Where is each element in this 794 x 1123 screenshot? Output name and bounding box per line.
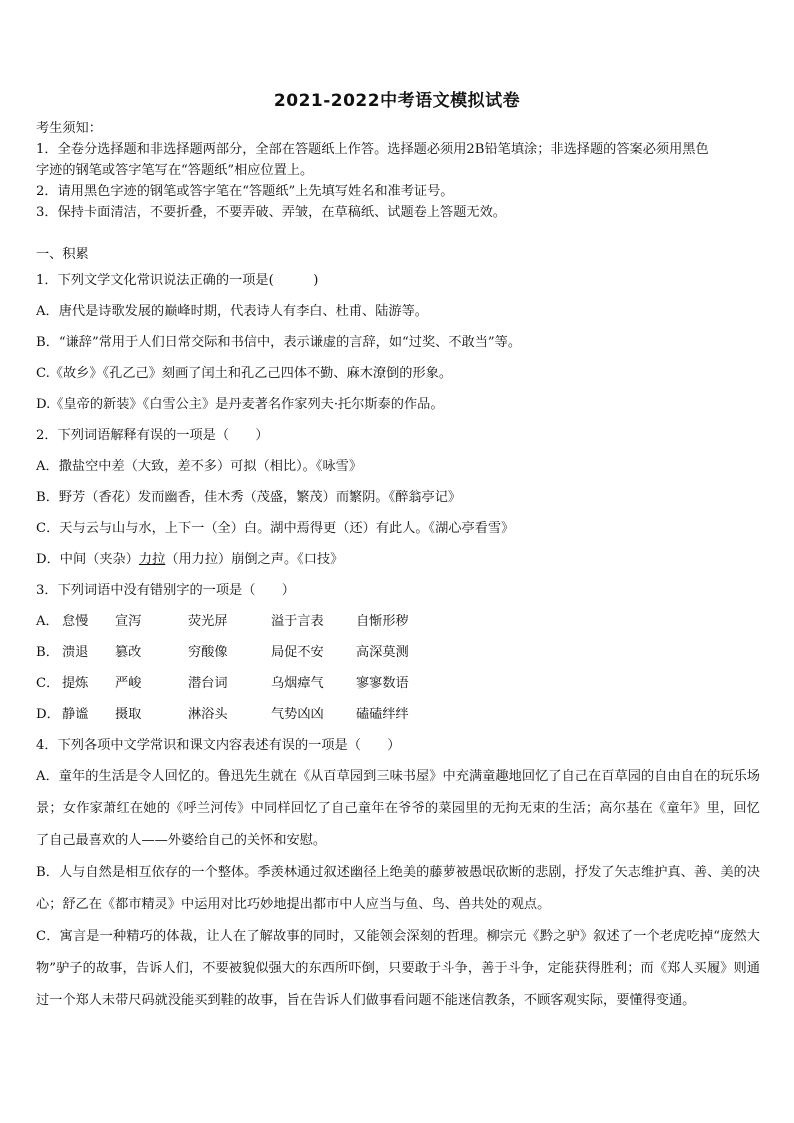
page-title: 2021-2022中考语文模拟试卷 [273, 91, 521, 111]
q2-option-d-underlined: 力拉 [138, 552, 166, 567]
q3-word: 静谧 [62, 707, 89, 722]
q2-option-d-post: （用力拉）崩倒之声。《口技》 [165, 552, 344, 567]
q2-option-d-pre: D．中间（夹杂） [36, 552, 139, 567]
notice-line-2: 字迹的钢笔或答字笔写在“答题纸”相应位置上。 [36, 163, 314, 178]
q3-word: 潜台词 [188, 676, 228, 691]
q3-word: 严峻 [115, 676, 142, 691]
q3-word: 高深莫测 [356, 645, 409, 660]
q3-word: 荧光屏 [188, 614, 228, 629]
q3-word: 溢于言表 [271, 614, 324, 629]
q4-option-c: C．寓言是一种精巧的体裁，让人在了解故事的同时，又能领会深刻的哲理。柳宗元《黔之驴》叙述了一个老虎吃掉“庞然大物”驴子的故事，告诉人们，不要被貌似强大的东西所吓倒，只要敢于斗争，善于斗争，定能获得胜利；而《郑人买履》则通过一个郑人未带尺码就没能买到鞋的故事，旨在告诉人们做事看问题不能迷信教条，不顾客观实际，要懂得变通。 [36, 929, 760, 1008]
q1-option-c: C.《故乡》《孔乙己》刻画了闰土和孔乙己四体不勤、麻木潦倒的形象。 [36, 366, 453, 381]
q3-word: 淋浴头 [188, 707, 228, 722]
q3-word: 局促不安 [271, 645, 324, 660]
notice-line-3: 2．请用黑色字迹的钢笔或答字笔在“答题纸”上先填写姓名和准考证号。 [36, 184, 454, 199]
q4-stem: 4．下列各项中文学常识和课文内容表述有误的一项是（ ） [36, 738, 401, 753]
q2-option-a: A．撒盐空中差（大致，差不多）可拟（相比）。《咏雪》 [36, 459, 363, 474]
q3-word: 溃退 [62, 645, 89, 660]
q3-option-label: B． [36, 645, 59, 660]
q3-option-a [36, 611, 760, 632]
q3-option-label: D． [36, 707, 60, 722]
q3-word: 篡改 [115, 645, 142, 660]
q3-option-d [36, 704, 760, 725]
q3-word: 摄取 [115, 707, 142, 722]
q1-option-a: A．唐代是诗歌发展的巅峰时期，代表诗人有李白、杜甫、陆游等。 [36, 304, 428, 319]
q3-stem: 3．下列词语中没有错别字的一项是（ ） [36, 583, 295, 598]
q3-option-label: C． [36, 676, 60, 691]
q1-stem: 1．下列文学文化常识说法正确的一项是( ) [36, 273, 319, 288]
section-heading: 一、积累 [36, 247, 89, 262]
q1-option-d: D.《皇帝的新装》《白雪公主》是丹麦著名作家列夫·托尔斯泰的作品。 [36, 397, 444, 412]
q3-word: 气势凶凶 [271, 707, 324, 722]
notice-header: 考生须知： [36, 121, 102, 136]
q2-option-c: C．天与云与山与水，上下一（全）白。湖中焉得更（还）有此人。《湖心亭看雪》 [36, 521, 515, 536]
notice-line-1: 1．全卷分选择题和非选择题两部分，全部在答题纸上作答。选择题必须用2B铅笔填涂；非选择题的答案必须用黑色 [36, 142, 709, 157]
q4-option-b: B．人与自然是相互依存的一个整体。季羡林通过叙述幽径上绝美的藤萝被愚氓砍断的悲剧，抒发了矢志维护真、善、美的决心；舒乙在《都市精灵》中运用对比巧妙地提出都市中人应当与鱼、鸟、兽共处的观点。 [36, 865, 760, 912]
q1-option-b: B．“谦辞”常用于人们日常交际和书信中，表示谦虚的言辞，如“过奖、不敢当”等。 [36, 335, 522, 350]
q3-option-b [36, 642, 760, 663]
q3-word: 宣泻 [115, 614, 142, 629]
q2-stem: 2．下列词语解释有误的一项是（ ） [36, 428, 269, 443]
q3-word: 乌烟瘴气 [271, 676, 324, 691]
q3-word: 自惭形秽 [356, 614, 409, 629]
q3-option-c [36, 673, 760, 694]
q3-word: 提炼 [62, 676, 89, 691]
q3-word: 穷酸像 [188, 645, 228, 660]
q4-option-a: A．童年的生活是令人回忆的。鲁迅先生就在《从百草园到三味书屋》中充满童趣地回忆了自己在百草园的自由自在的玩乐场景；女作家萧红在她的《呼兰河传》中同样回忆了自己童年在爷爷的菜园里的无拘无束的生活；高尔基在《童年》里，回忆了自己最喜欢的人——外婆给自己的关怀和安慰。 [36, 769, 760, 848]
notice-line-4: 3．保持卡面清洁，不要折叠，不要弄破、弄皱，在草稿纸、试题卷上答题无效。 [36, 205, 506, 220]
q3-word: 寥寥数语 [356, 676, 409, 691]
q3-word: 磕磕绊绊 [356, 707, 409, 722]
q3-word: 怠慢 [62, 614, 89, 629]
q2-option-d [36, 549, 760, 570]
q2-option-b: B．野芳（香花）发而幽香，佳木秀（茂盛，繁茂）而繁阴。《醉翁亭记》 [36, 490, 462, 505]
q3-option-label: A． [36, 614, 59, 629]
